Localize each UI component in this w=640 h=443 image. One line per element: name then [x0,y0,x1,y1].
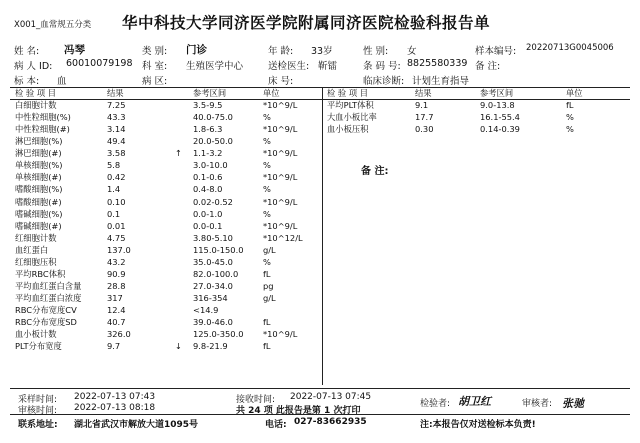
abnormal-flag [164,208,193,220]
sample-no-label: 样本编号: [475,46,517,57]
unit: % [263,184,271,195]
age-value: 33岁 [311,46,333,57]
patient-name: 冯琴 [64,44,85,56]
abnormal-flag [164,99,193,111]
unit: % [263,256,271,267]
sample-no-value: 20220713G0045006 [526,43,614,53]
reference-range: 115.0-150.0 [193,244,244,255]
item-name: 红细胞压积 [15,256,57,267]
tester-signature: 胡卫红 [458,395,491,408]
unit: *10^9/L [263,220,298,231]
result-value: 326.0 [107,329,131,340]
table-row [15,244,318,256]
item-name: RBC分布宽度CV [15,305,77,316]
barcode-value: 8825580339 [407,58,468,69]
abnormal-flag [462,123,480,135]
collect-time: 2022-07-13 07:43 [74,392,156,402]
note-label: 备 注: [361,166,389,177]
table-row [15,208,318,220]
item-name: 平均RBC体积 [15,268,66,279]
header-item: 检 验 项 目 [327,88,369,98]
review-time-label: 审核时间: [18,406,58,416]
phone: 027-83662935 [294,417,367,427]
unit: fL [263,317,271,328]
specimen-label: 标 本: [14,76,40,87]
item-name: RBC分布宽度SD [15,317,77,328]
result-value: 4.75 [107,232,126,243]
table-row [15,123,318,135]
result-value: 7.25 [107,100,126,110]
table-row [15,304,318,316]
sex-value: 女 [407,46,417,57]
abnormal-flag [164,304,193,316]
item-name: 平均PLT体积 [327,100,374,110]
unit: *10^12/L [263,232,303,243]
header-ref: 参考区间 [480,88,514,98]
unit: % [263,208,271,219]
header-item: 检 验 项 目 [15,88,57,98]
result-value: 43.3 [107,112,126,123]
abnormal-flag [164,135,193,147]
result-value: 0.30 [415,124,434,135]
unit: *10^9/L [263,196,298,207]
table-row [327,99,623,111]
unit: % [263,160,271,171]
category-label: 类 别: [142,46,168,57]
reference-range: 39.0-46.0 [193,317,233,328]
abnormal-flag [164,244,193,256]
table-row [15,280,318,292]
table-row [15,196,318,208]
table-row [15,232,318,244]
unit: *10^9/L [263,148,298,159]
item-name: 平均血红蛋白含量 [15,280,82,291]
table-row [15,268,318,280]
table-header-row [327,88,623,99]
item-name: 单核细胞(#) [15,172,62,183]
reference-range: 0.1-0.6 [193,172,223,183]
item-name: 血小板压积 [327,124,369,135]
review-time: 2022-07-13 08:18 [74,403,156,413]
collect-time-label: 采样时间: [18,395,58,405]
result-value: 43.2 [107,256,126,267]
result-value: 137.0 [107,244,131,255]
doctor-label: 送检医生: [268,61,310,72]
unit: g/L [263,293,276,303]
reference-range: 9.0-13.8 [480,100,515,110]
item-name: 淋巴细胞(#) [15,148,62,159]
table-row [15,135,318,147]
table-row [15,316,318,328]
unit: % [566,124,574,135]
bed-label: 床 号: [268,76,294,87]
results-table-left [15,88,318,352]
unit: pg [263,280,274,291]
item-name: 大血小板比率 [327,112,377,123]
divider-bottom [10,388,630,389]
item-name: 嗜碱细胞(#) [15,220,62,231]
unit [263,304,318,316]
unit: % [263,112,271,123]
item-name: 嗜碱细胞(%) [15,208,63,219]
abnormal-flag [164,159,193,171]
dept-value: 生殖医学中心 [186,61,244,72]
result-value: 12.4 [107,305,126,316]
unit: fL [263,268,271,279]
abnormal-flag [164,220,193,232]
abnormal-flag [462,99,480,111]
abnormal-flag [164,232,193,244]
table-row [15,99,318,111]
reviewer-label: 审核者: [522,399,553,409]
address: 湖北省武汉市解放大道1095号 [74,420,199,430]
unit: % [566,112,574,123]
result-value: 40.7 [107,317,126,328]
item-name: 红细胞计数 [15,232,57,243]
header-unit: 单位 [566,88,583,98]
result-value: 90.9 [107,268,126,279]
barcode-label: 条 码 号: [363,61,401,72]
reference-range: 0.0-0.1 [193,220,223,231]
item-name: 嗜酸细胞(#) [15,196,62,207]
tester-label: 检验者: [420,399,451,409]
reference-range: <14.9 [193,305,219,316]
abnormal-flag [164,268,193,280]
item-name: 单核细胞(%) [15,160,63,171]
dept-label: 科 室: [142,61,168,72]
reference-range: 125.0-350.0 [193,329,244,340]
result-value: 9.7 [107,341,121,352]
table-row [327,111,623,123]
reference-range: 9.8-21.9 [193,341,228,352]
reference-range: 40.0-75.0 [193,112,233,123]
table-row [15,111,318,123]
abnormal-flag [164,292,193,304]
diagnosis-value: 计划生育指导 [412,76,470,87]
abnormal-flag: ↓ [175,341,182,352]
abnormal-flag [164,328,193,340]
reference-range: 82.0-100.0 [193,268,239,279]
result-value: 9.1 [415,100,429,110]
receive-time: 2022-07-13 07:45 [290,392,372,402]
report-code: X001_血常规五分类 [14,20,92,30]
reference-range: 3.5-9.5 [193,100,223,110]
result-value: 5.8 [107,160,121,171]
table-row [15,159,318,171]
abnormal-flag [164,111,193,123]
abnormal-flag [164,280,193,292]
reference-range: 27.0-34.0 [193,280,233,291]
diagnosis-label: 临床诊断: [363,76,405,87]
abnormal-flag [164,183,193,195]
item-name: 中性粒细胞(#) [15,124,70,135]
result-value: 3.58 [107,148,126,159]
abnormal-flag: ↑ [175,148,182,159]
table-row [15,328,318,340]
result-value: 49.4 [107,136,126,147]
table-header-row [15,88,318,99]
result-value: 1.4 [107,184,121,195]
doctor-value: 靳镭 [318,61,338,72]
unit: fL [566,100,574,110]
item-name: 血小板计数 [15,329,57,340]
reference-range: 20.0-50.0 [193,136,233,147]
specimen-value: 血 [57,76,67,87]
disclaimer: 注:本报告仅对送检标本负责! [420,420,536,430]
abnormal-flag [462,111,480,123]
table-row [327,123,623,135]
reference-range: 1.1-3.2 [193,148,223,159]
table-row [15,340,318,352]
item-name: 平均血红蛋白浓度 [15,293,82,303]
category-value: 门诊 [186,44,207,56]
reference-range: 35.0-45.0 [193,256,233,267]
receive-time-label: 接收时间: [236,395,276,405]
reviewer-signature: 张驰 [562,397,584,410]
results-table-right [327,88,623,135]
name-label: 姓 名: [14,46,40,57]
abnormal-flag [164,123,193,135]
item-name: PLT分布宽度 [15,341,62,352]
result-value: 17.7 [415,112,434,123]
remark-label: 备 注: [475,61,501,72]
reference-range: 0.14-0.39 [480,124,520,135]
table-row [15,171,318,183]
header-result: 结果 [107,88,124,98]
reference-range: 3.80-5.10 [193,232,233,243]
unit: *10^9/L [263,124,298,135]
item-name: 白细胞计数 [15,100,57,110]
table-row [15,147,318,159]
column-divider [322,88,323,385]
reference-range: 3.0-10.0 [193,160,228,171]
unit: g/L [263,244,276,255]
header-ref: 参考区间 [193,88,227,98]
unit: *10^9/L [263,329,298,340]
unit: *10^9/L [263,172,298,183]
sex-label: 性 别: [363,46,389,57]
reference-range: 1.8-6.3 [193,124,223,135]
abnormal-flag [164,171,193,183]
result-value: 0.10 [107,196,126,207]
ward-label: 病 区: [142,76,168,87]
reference-range: 0.02-0.52 [193,196,233,207]
item-name: 淋巴细胞(%) [15,136,63,147]
unit: % [263,136,271,147]
abnormal-flag [164,256,193,268]
item-name: 血红蛋白 [15,244,49,255]
unit: fL [263,341,271,352]
table-row [15,256,318,268]
pid-label: 病 人 ID: [14,61,53,72]
table-row [15,183,318,195]
unit: *10^9/L [263,100,298,110]
reference-range: 0.0-1.0 [193,208,223,219]
header-unit: 单位 [263,88,280,98]
abnormal-flag [164,196,193,208]
result-value: 0.42 [107,172,126,183]
result-value: 317 [107,293,123,303]
result-value: 0.1 [107,208,121,219]
reference-range: 316-354 [193,293,228,303]
phone-label: 电话: [265,420,287,430]
address-label: 联系地址: [18,420,58,430]
reference-range: 0.4-8.0 [193,184,223,195]
table-row [15,220,318,232]
reference-range: 16.1-55.4 [480,112,520,123]
abnormal-flag [164,316,193,328]
result-value: 0.01 [107,220,126,231]
age-label: 年 龄: [268,46,294,57]
table-row [15,292,318,304]
item-count: 共 24 项 此报告是第 1 次打印 [236,406,361,416]
pid-value: 60010079198 [66,58,133,69]
result-value: 3.14 [107,124,126,135]
report-title: 华中科技大学同济医学院附属同济医院检验科报告单 [122,14,491,32]
item-name: 中性粒细胞(%) [15,112,71,123]
result-value: 28.8 [107,280,126,291]
item-name: 嗜酸细胞(%) [15,184,63,195]
header-result: 结果 [415,88,432,98]
